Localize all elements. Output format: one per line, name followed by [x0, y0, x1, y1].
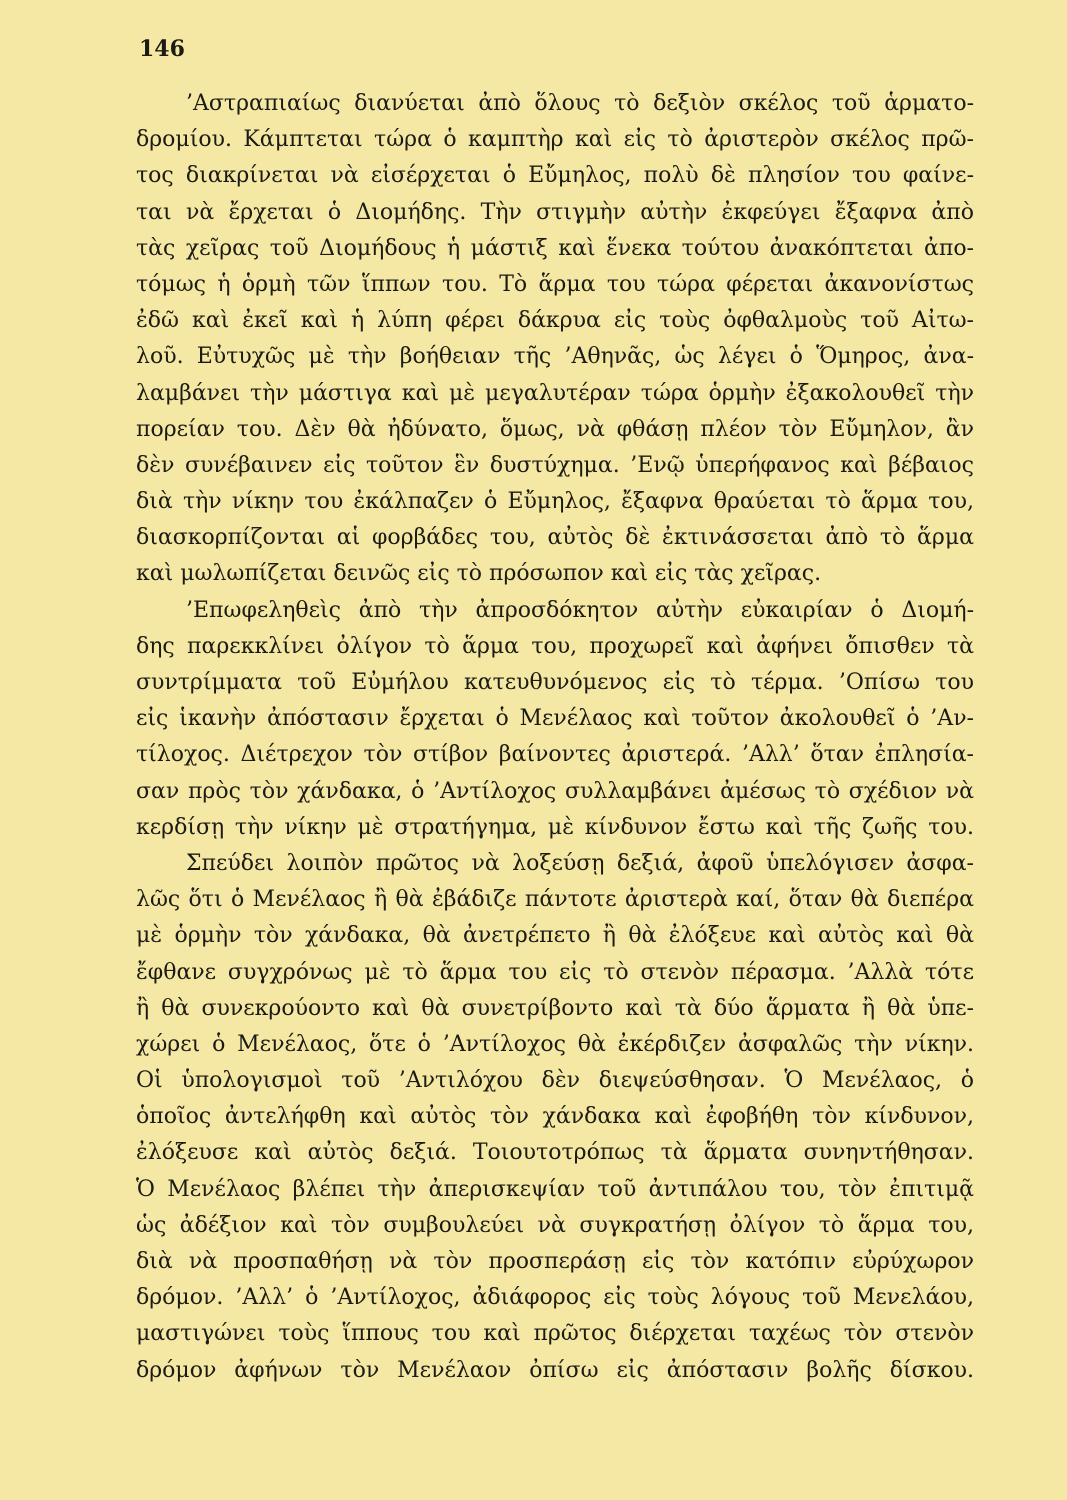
- text-line: λαμβάνει τὴν μάστιγα καὶ μὲ μεγαλυτέραν τώρα ὁρμὴν ἐξακολουθεῖ τὴν: [136, 380, 974, 406]
- text-line: σαν πρὸς τὸν χάνδακα, ὁ ’Αντίλοχος συλλαμβάνει ἀμέσως τὸ σχέδιον νὰ: [136, 778, 974, 804]
- text-line: Ὁ Μενέλαος βλέπει τὴν ἀπερισκεψίαν τοῦ ἀντιπάλου του, τὸν ἐπιτιμᾷ: [136, 1176, 974, 1202]
- text-line: τὰς χεῖρας τοῦ Διομήδους ἡ μάστιξ καὶ ἕνεκα τούτου ἀνακόπτεται ἀπο-: [136, 235, 974, 261]
- text-line: τίλοχος. Διέτρεχον τὸν στίβον βαίνοντες ἀριστερά. ’Αλλ’ ὅταν ἐπλησία-: [136, 742, 974, 768]
- text-line: δρόμον. ’Αλλ’ ὁ ’Αντίλοχος, ἀδιάφορος εἰς τοὺς λόγους τοῦ Μενελάου,: [136, 1285, 974, 1311]
- text-line: ἐδῶ καὶ ἐκεῖ καὶ ἡ λύπη φέρει δάκρυα εἰς τοὺς ὀφθαλμοὺς τοῦ Αἰτω-: [136, 308, 974, 334]
- text-line: δης παρεκκλίνει ὀλίγον τὸ ἅρμα του, προχωρεῖ καὶ ἀφήνει ὄπισθεν τὰ: [136, 633, 974, 659]
- text-line: πορείαν του. Δὲν θὰ ἠδύνατο, ὅμως, νὰ φθάσῃ πλέον τὸν Εὔμηλον, ἂν: [136, 416, 974, 442]
- text-line: λῶς ὅτι ὁ Μενέλαος ἢ θὰ ἐβάδιζε πάντοτε ἀριστερὰ καί, ὅταν θὰ διεπέρα: [136, 887, 974, 913]
- paragraph-2: [136, 593, 974, 846]
- text-line: ται νὰ ἔρχεται ὁ Διομήδης. Τὴν στιγμὴν αὐτὴν ἐκφεύγει ἔξαφνα ἀπὸ: [136, 199, 974, 225]
- text-line: συντρίμματα τοῦ Εὐμήλου κατευθυνόμενος εἰς τὸ τέρμα. ’Οπίσω του: [136, 670, 974, 695]
- text-line: δὲν συνέβαινεν εἰς τοῦτον ἓν δυστύχημα. ’Ενῷ ὑπερήφανος καὶ βέβαιος: [136, 452, 974, 478]
- text-line: κερδίσῃ τὴν νίκην μὲ στρατήγημα, μὲ κίνδυνον ἔστω καὶ τῆς ζωῆς του.: [136, 814, 974, 840]
- text-line: ’Επωφεληθεὶς ἀπὸ τὴν ἀπροσδόκητον αὐτὴν εὐκαιρίαν ὁ Διομή-: [186, 597, 974, 623]
- text-line: καὶ μωλωπίζεται δεινῶς εἰς τὸ πρόσωπον καὶ εἰς τὰς χεῖρας.: [136, 561, 822, 587]
- text-line: ’Αστραπιαίως διανύεται ἀπὸ ὅλους τὸ δεξιὸν σκέλος τοῦ ἁρματο-: [186, 91, 974, 116]
- text-line: δρόμον ἀφήνων τὸν Μενέλαον ὀπίσω εἰς ἀπόστασιν βολῆς δίσκου.: [136, 1357, 974, 1383]
- text-line: χώρει ὁ Μενέλαος, ὅτε ὁ ’Αντίλοχος θὰ ἐκέρδιζεν ἀσφαλῶς τὴν νίκην.: [136, 1031, 974, 1057]
- text-line: διὰ τὴν νίκην του ἐκάλπαζεν ὁ Εὔμηλος, ἔξαφνα θραύεται τὸ ἅρμα του,: [136, 489, 974, 515]
- text-line: ἐλόξευσε καὶ αὐτὸς δεξιά. Τοιουτοτρόπως τὰ ἅρματα συνηντήθησαν.: [136, 1140, 974, 1166]
- text-line: ἔφθανε συγχρόνως μὲ τὸ ἅρμα του εἰς τὸ στενὸν πέρασμα. ’Αλλὰ τότε: [136, 959, 974, 985]
- paragraph-1: [136, 86, 974, 593]
- text-line: ὡς ἀδέξιον καὶ τὸν συμβουλεύει νὰ συγκρατήσῃ ὀλίγον τὸ ἅρμα του,: [136, 1212, 974, 1238]
- text-line: διασκορπίζονται αἱ φορβάδες του, αὐτὸς δὲ ἐκτινάσσεται ἀπὸ τὸ ἅρμα: [136, 525, 974, 551]
- text-line: διὰ νὰ προσπαθήσῃ νὰ τὸν προσπεράσῃ εἰς τὸν κατόπιν εὐρύχωρον: [136, 1249, 974, 1274]
- page-number: 146: [139, 36, 185, 62]
- text-line: Σπεύδει λοιπὸν πρῶτος νὰ λοξεύσῃ δεξιά, ἀφοῦ ὑπελόγισεν ἀσφα-: [186, 850, 974, 876]
- text-line: μὲ ὁρμὴν τὸν χάνδακα, θὰ ἀνετρέπετο ἢ θὰ ἐλόξευε καὶ αὐτὸς καὶ θὰ: [136, 923, 974, 949]
- text-line: ἢ θὰ συνεκρούοντο καὶ θὰ συνετρίβοντο καὶ τὰ δύο ἅρματα ἢ θὰ ὑπε-: [136, 995, 974, 1021]
- text-line: τόμως ἡ ὁρμὴ τῶν ἵππων του. Τὸ ἅρμα του τώρα φέρεται ἀκανονίστως: [136, 271, 974, 297]
- text-line: ὁποῖος ἀντελήφθη καὶ αὐτὸς τὸν χάνδακα καὶ ἐφοβήθη τὸν κίνδυνον,: [136, 1104, 974, 1130]
- paragraph-3: [136, 846, 974, 1389]
- text-line: εἰς ἱκανὴν ἀπόστασιν ἔρχεται ὁ Μενέλαος καὶ τοῦτον ἀκολουθεῖ ὁ ’Αν-: [136, 706, 974, 732]
- text-line: λοῦ. Εὐτυχῶς μὲ τὴν βοήθειαν τῆς ’Αθηνᾶς, ὡς λέγει ὁ Ὅμηρος, ἀνα-: [136, 344, 974, 370]
- body-text: [136, 86, 974, 1389]
- text-line: δρομίου. Κάμπτεται τώρα ὁ καμπτὴρ καὶ εἰς τὸ ἀριστερὸν σκέλος πρῶ-: [136, 127, 974, 153]
- text-line: Οἱ ὑπολογισμοὶ τοῦ ’Αντιλόχου δὲν διεψεύσθησαν. Ὁ Μενέλαος, ὁ: [136, 1068, 974, 1094]
- text-line: τος διακρίνεται νὰ εἰσέρχεται ὁ Εὔμηλος, πολὺ δὲ πλησίον του φαίνε-: [136, 163, 974, 189]
- text-line: μαστιγώνει τοὺς ἵππους του καὶ πρῶτος διέρχεται ταχέως τὸν στενὸν: [136, 1321, 974, 1347]
